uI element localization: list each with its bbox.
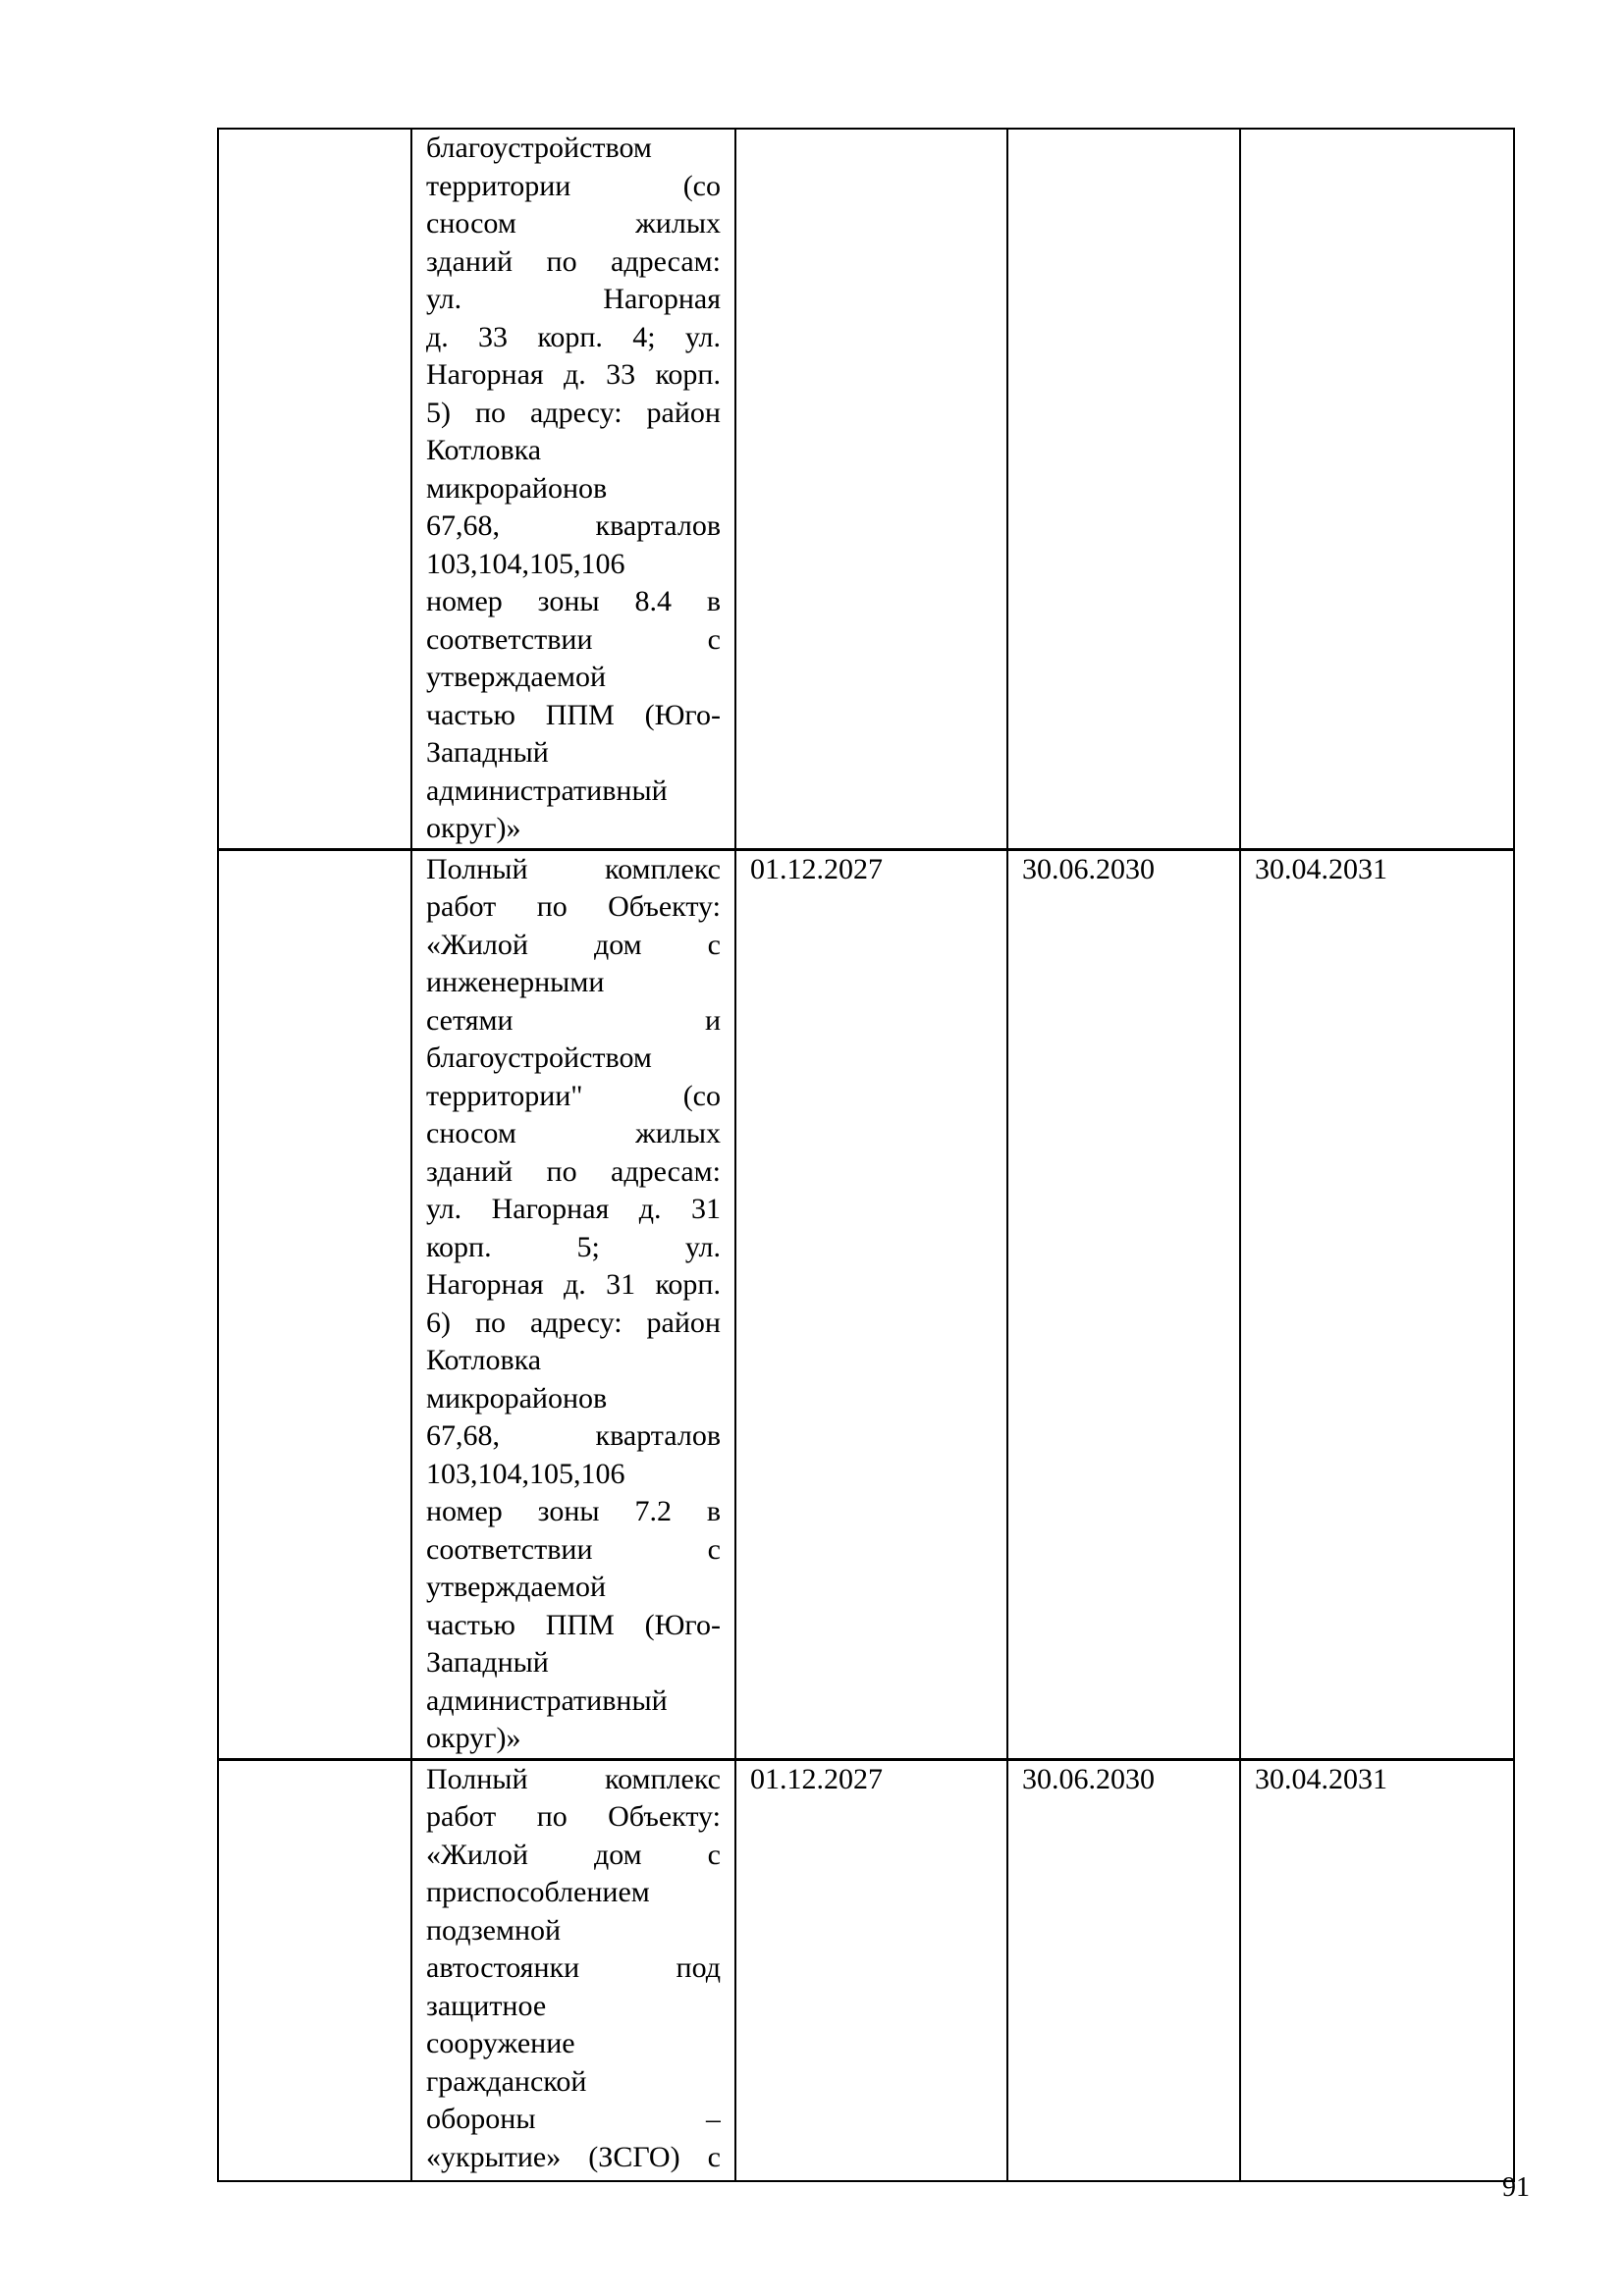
end-date-cell xyxy=(1240,849,1514,1759)
description-line xyxy=(426,621,721,660)
description-line xyxy=(426,281,721,319)
description-line xyxy=(426,1837,721,1875)
description-word: территории xyxy=(426,169,571,202)
description-line xyxy=(426,1798,721,1837)
description-line xyxy=(426,851,721,889)
description-word: частью xyxy=(426,698,515,731)
description-word: по xyxy=(474,1306,507,1339)
description-word: соответствии xyxy=(426,1532,593,1566)
mid-date-cell xyxy=(1007,1759,1240,2181)
date-value: 01.12.2027 xyxy=(750,1762,883,1795)
description-word: ул. xyxy=(426,1193,462,1225)
description-line: благоустройством xyxy=(426,1041,652,1074)
description-word: 6) xyxy=(426,1306,451,1339)
description-word: корп. xyxy=(537,320,603,353)
description-word: д. xyxy=(564,1268,586,1301)
description-word: сносом xyxy=(426,207,516,240)
description-line xyxy=(426,1531,721,1570)
description-word: по xyxy=(536,890,568,923)
description-word: ППМ xyxy=(545,1608,615,1641)
description-word: адресу: xyxy=(530,1306,623,1339)
description-word: номер xyxy=(426,1495,503,1527)
description-word: работ xyxy=(426,1800,497,1833)
description-word: соответствии xyxy=(426,622,593,656)
description-line: Западный xyxy=(426,1646,549,1679)
description-word: с xyxy=(707,928,721,961)
description-word: Полный xyxy=(426,852,528,885)
description-line: инженерными xyxy=(426,966,605,998)
description-word: (Юго- xyxy=(644,1608,721,1641)
start-date-cell xyxy=(735,129,1007,849)
description-line xyxy=(426,319,721,357)
description-word: комплекс xyxy=(605,852,721,885)
description-word: ул. xyxy=(426,283,462,315)
description-word: д. xyxy=(426,320,449,353)
date-value: 30.04.2031 xyxy=(1255,1762,1387,1795)
description-word: – xyxy=(706,2103,721,2135)
description-line: Котловка xyxy=(426,434,542,466)
description-word: зданий xyxy=(426,244,514,278)
description-word: д. xyxy=(638,1193,662,1225)
description-line xyxy=(426,356,721,395)
description-line: 103,104,105,106 xyxy=(426,547,625,580)
description-line: административный xyxy=(426,1683,668,1717)
mid-date-cell xyxy=(1007,129,1240,849)
description-line xyxy=(426,1305,721,1343)
description-word: 7.2 xyxy=(634,1495,672,1527)
description-word: частью xyxy=(426,1608,515,1641)
date-value: 01.12.2027 xyxy=(750,852,883,885)
description-line xyxy=(426,1191,721,1229)
description-cell xyxy=(411,1759,735,2181)
description-line: административный xyxy=(426,774,668,807)
description-word: Объекту: xyxy=(608,890,721,923)
description-word: зданий xyxy=(426,1154,514,1188)
description-word: Полный xyxy=(426,1762,528,1795)
description-word: (со xyxy=(682,1079,721,1112)
description-line xyxy=(426,697,721,735)
description-word: 8.4 xyxy=(634,585,672,617)
description-word: комплекс xyxy=(605,1762,721,1795)
description-word: Нагорная xyxy=(426,358,544,391)
description-line: утверждаемой xyxy=(426,1571,607,1603)
start-date-cell xyxy=(735,849,1007,1759)
description-word: корп. xyxy=(655,358,721,391)
description-word: корп. xyxy=(426,1230,492,1263)
description-line xyxy=(426,168,721,206)
description-word: (Юго- xyxy=(644,698,721,731)
description-line xyxy=(426,2139,721,2177)
description-line xyxy=(426,1417,721,1456)
description-word: работ xyxy=(426,890,497,923)
description-word: по xyxy=(536,1800,568,1833)
description-word: корп. xyxy=(655,1268,721,1301)
description-word: (ЗСГО) xyxy=(588,2140,680,2173)
description-word: адресу: xyxy=(530,396,623,429)
number-cell xyxy=(218,129,411,849)
description-word: по xyxy=(546,1154,577,1188)
description-word: дом xyxy=(593,928,642,961)
date-value: 30.06.2030 xyxy=(1022,1762,1155,1795)
description-word: под xyxy=(676,1951,721,1984)
mid-date-cell xyxy=(1007,849,1240,1759)
description-word: Объекту: xyxy=(608,1800,721,1833)
date-value: 30.06.2030 xyxy=(1022,852,1155,885)
description-word: с xyxy=(707,1838,721,1871)
description-word: «Жилой xyxy=(426,1838,528,1871)
description-word: зоны xyxy=(537,585,600,617)
table-row xyxy=(218,129,1514,849)
description-word: обороны xyxy=(426,2103,536,2135)
description-word: «укрытие» xyxy=(426,2140,562,2173)
description-line xyxy=(426,1949,721,1988)
description-word: 5; xyxy=(576,1230,600,1263)
description-line: округ)» xyxy=(426,812,521,844)
description-word: жилых xyxy=(635,207,721,240)
description-word: 4; xyxy=(632,320,656,353)
description-word: 67,68, xyxy=(426,1419,500,1452)
description-line xyxy=(426,1153,721,1192)
description-line xyxy=(426,507,721,546)
description-word: Нагорная xyxy=(426,1268,544,1301)
description-line: утверждаемой xyxy=(426,661,607,693)
description-word: зоны xyxy=(537,1495,600,1527)
description-line: Западный xyxy=(426,736,549,769)
description-word: жилых xyxy=(635,1117,721,1149)
description-line xyxy=(426,1115,721,1153)
description-word: 33 xyxy=(606,358,636,391)
description-word: номер xyxy=(426,585,503,617)
description-line xyxy=(426,888,721,927)
description-line xyxy=(426,1266,721,1305)
description-word: сетями xyxy=(426,1003,514,1037)
description-line xyxy=(426,583,721,621)
description-word: ППМ xyxy=(545,698,615,731)
description-word: кварталов xyxy=(595,509,721,542)
description-word: 67,68, xyxy=(426,509,500,542)
description-word: район xyxy=(646,1306,721,1339)
description-word: адресам: xyxy=(611,1154,721,1188)
description-word: в xyxy=(706,585,721,617)
description-word: Нагорная xyxy=(603,283,721,315)
number-cell xyxy=(218,1759,411,2181)
description-word: 31 xyxy=(606,1268,636,1301)
description-line: микрорайонов xyxy=(426,1381,608,1415)
table-row xyxy=(218,1759,1514,2181)
description-line: микрорайонов xyxy=(426,471,608,505)
description-word: автостоянки xyxy=(426,1951,580,1984)
description-word: сносом xyxy=(426,1117,516,1149)
description-line xyxy=(426,205,721,243)
description-word: «Жилой xyxy=(426,928,528,961)
description-word: по xyxy=(546,244,577,278)
description-word: по xyxy=(474,396,507,429)
description-word: и xyxy=(704,1003,721,1037)
description-line xyxy=(426,1002,721,1041)
description-word: с xyxy=(707,622,721,656)
description-line xyxy=(426,927,721,965)
description-line xyxy=(426,1229,721,1267)
end-date-cell xyxy=(1240,1759,1514,2181)
number-cell xyxy=(218,849,411,1759)
description-word: кварталов xyxy=(595,1419,721,1452)
description-line: Котловка xyxy=(426,1344,542,1376)
description-word: территории" xyxy=(426,1079,583,1112)
table-row xyxy=(218,849,1514,1759)
description-line xyxy=(426,1493,721,1531)
description-line xyxy=(426,2101,721,2139)
description-word: с xyxy=(707,2140,721,2173)
description-word: д. xyxy=(564,358,586,391)
description-line: сооружение xyxy=(426,2027,575,2059)
end-date-cell xyxy=(1240,129,1514,849)
description-line: подземной xyxy=(426,1913,562,1947)
description-line xyxy=(426,1078,721,1116)
description-word: с xyxy=(707,1532,721,1566)
description-word: (со xyxy=(682,169,721,202)
description-line: защитное xyxy=(426,1989,547,2022)
description-line xyxy=(426,395,721,433)
description-word: ул. xyxy=(684,1230,721,1263)
description-line: приспособлением xyxy=(426,1876,650,1908)
description-line: округ)» xyxy=(426,1722,521,1754)
description-word: в xyxy=(706,1495,721,1527)
page-number: 91 xyxy=(1502,2172,1530,2203)
description-line: благоустройством xyxy=(426,132,652,164)
start-date-cell xyxy=(735,1759,1007,2181)
description-cell xyxy=(411,849,735,1759)
description-line xyxy=(426,1607,721,1645)
description-word: дом xyxy=(593,1838,642,1871)
description-line: гражданской xyxy=(426,2064,587,2098)
description-word: район xyxy=(646,396,721,429)
description-line: 103,104,105,106 xyxy=(426,1457,625,1490)
description-word: 33 xyxy=(478,320,509,353)
description-cell xyxy=(411,129,735,849)
document-table xyxy=(217,128,1515,2182)
description-word: 31 xyxy=(691,1193,721,1225)
description-line xyxy=(426,243,721,282)
description-line xyxy=(426,1761,721,1799)
description-word: 5) xyxy=(426,396,451,429)
description-word: ул. xyxy=(684,320,721,353)
description-word: адресам: xyxy=(611,244,721,278)
description-word: Нагорная xyxy=(491,1193,610,1225)
date-value: 30.04.2031 xyxy=(1255,852,1387,885)
